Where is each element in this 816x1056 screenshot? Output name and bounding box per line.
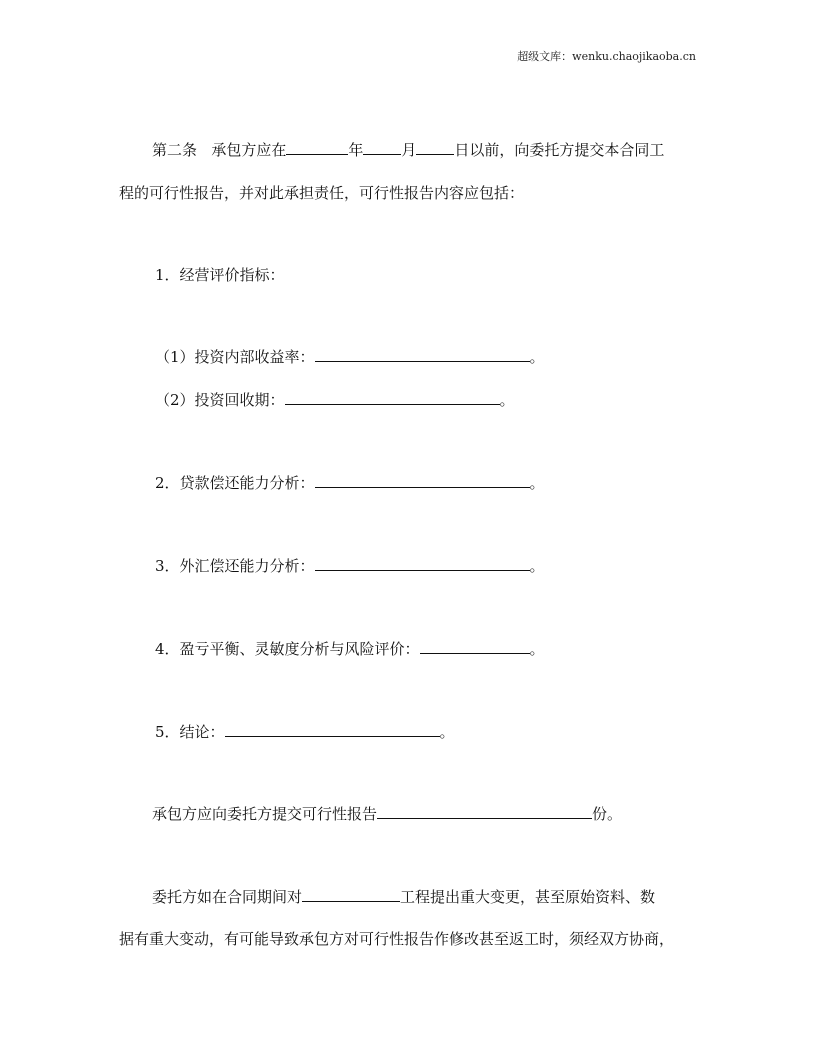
risk-eval-blank[interactable]: [420, 638, 530, 654]
page-header: 超级文库：wenku.chaojikaoba.cn: [517, 50, 696, 63]
item-5: 5．结论： 。: [155, 723, 455, 741]
report-copies-para: 承包方应向委托方提交可行性报告 份。: [152, 805, 623, 823]
item-1-1: （1）投资内部收益率： 。: [155, 348, 545, 366]
item-4: 4．盈亏平衡、灵敏度分析与风险评价： 。: [155, 640, 545, 658]
item-3: 3．外汇偿还能力分析： 。: [155, 557, 545, 575]
payback-blank[interactable]: [285, 389, 500, 405]
change-para-line-2: 据有重大变动，有可能导致承包方对可行性报告作修改甚至返工时，须经双方协商，: [119, 930, 675, 948]
article-number: 第二条: [152, 141, 198, 159]
article-2-line-2: 程的可行性报告，并对此承担责任，可行性报告内容应包括：: [119, 184, 525, 202]
month-blank[interactable]: [363, 139, 401, 155]
change-para-line-1: 委托方如在合同期间对 工程提出重大变更，甚至原始资料、数: [152, 888, 656, 906]
loan-repayment-blank[interactable]: [315, 472, 530, 488]
article-2-line-1: 第二条 承包方应在 年 月 日以前，向委托方提交本合同工: [152, 141, 665, 159]
year-blank[interactable]: [286, 139, 348, 155]
fx-repayment-blank[interactable]: [315, 555, 530, 571]
item-1-2: （2）投资回收期： 。: [155, 391, 515, 409]
item-2: 2．贷款偿还能力分析： 。: [155, 474, 545, 492]
irr-blank[interactable]: [315, 346, 530, 362]
day-blank[interactable]: [416, 139, 454, 155]
copies-blank[interactable]: [377, 803, 592, 819]
item-1-heading: 1．经营评价指标：: [155, 266, 285, 284]
conclusion-blank[interactable]: [225, 721, 440, 737]
project-blank[interactable]: [302, 886, 400, 902]
